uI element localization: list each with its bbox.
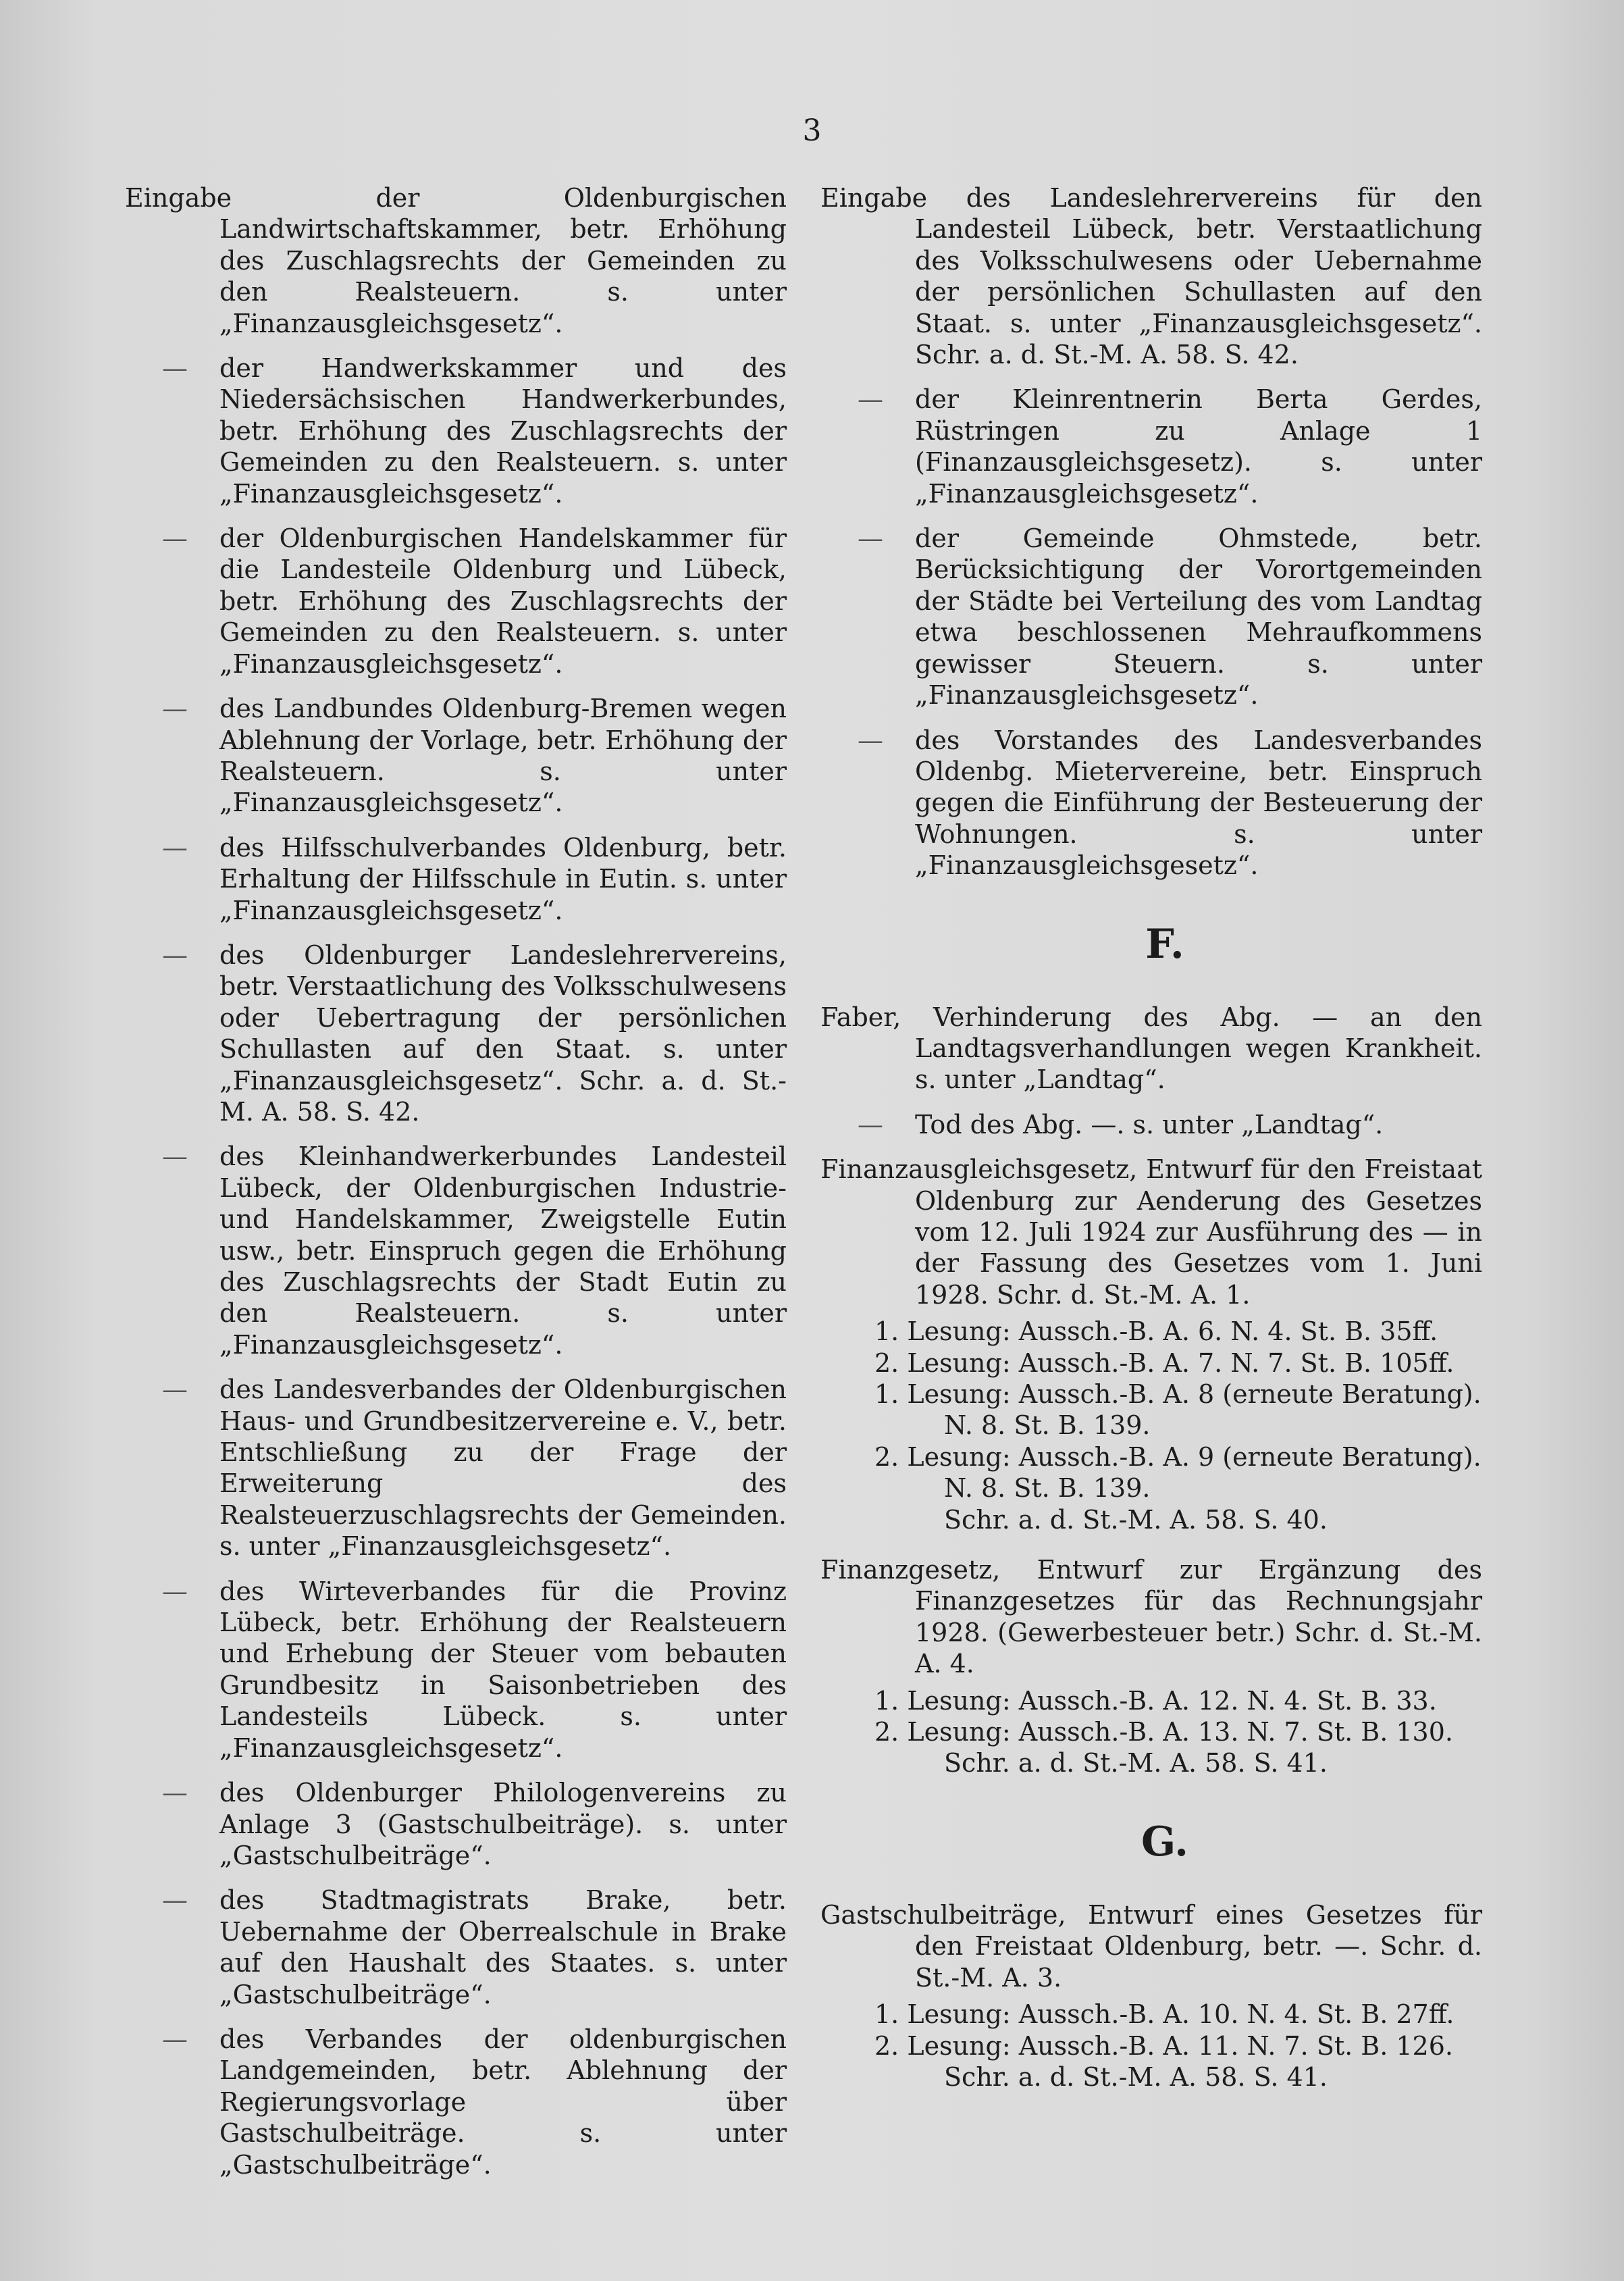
index-entry [820,523,1482,711]
page-number: 3 [802,113,822,148]
entry-text: der Handwerkskammer und des Niedersächsischen Handwerkerbundes, betr. Erhöhung des Zuschlagsrechts der Gemeinden zu den Realsteuern. s. unter „Finanzausgleichsgesetz“. [219,353,787,509]
index-entry [125,2024,787,2180]
entry-text: des Verbandes der oldenburgischen Landgemeinden, betr. Ablehnung der Regierungsvorlage über Gastschulbeiträge. s. unter „Gastschulbeiträge“. [219,2024,787,2180]
index-entry [820,725,1482,881]
entry-text: des Landbundes Oldenburg-Bremen wegen Ablehnung der Vorlage, betr. Erhöhung der Realsteuern. s. unter „Finanzausgleichsgesetz“. [219,694,787,818]
index-entry [125,523,787,680]
continuation-dash: — [162,694,188,724]
index-entry [125,1141,787,1360]
entry-text: Tod des Abg. —. s. unter „Landtag“. [915,1109,1384,1139]
reading-line: 1. Lesung: Aussch.-B. A. 12. N. 4. St. B. 33. [874,1685,1437,1716]
reference-line: Schr. a. d. St.-M. A. 58. S. 40. [944,1504,1328,1535]
reading-line: N. 8. St. B. 139. [944,1473,1151,1504]
continuation-dash: — [858,384,883,415]
continuation-dash: — [162,940,188,970]
continuation-dash: — [162,1375,188,1405]
index-entry [125,1777,787,1871]
entry-text: des Stadtmagistrats Brake, betr. Uebernahme der Oberrealschule in Brake auf den Haushalt des Staates. s. unter „Gastschulbeiträge“. [219,1885,787,2009]
index-entry [125,1576,787,1764]
index-entry [820,182,1482,370]
continuation-dash: — [162,1885,188,1916]
finanzgesetz-entry [820,1554,1482,1779]
reading-line: 2. Lesung: Aussch.-B. A. 13. N. 7. St. B. 130. [874,1717,1453,1747]
index-entry [125,1885,787,2010]
entry-text: des Hilfsschulverbandes Oldenburg, betr. Erhaltung der Hilfsschule in Eutin. s. unter „Finanzausgleichsgesetz“. [219,832,787,925]
continuation-dash: — [162,2024,188,2054]
entry-text: Faber, Verhinderung des Abg. — an den Landtagsverhandlungen wegen Krankheit. s. unter „Landtag“. [820,1002,1482,1095]
right-column [820,182,1482,2111]
continuation-dash: — [162,1778,188,1808]
continuation-dash: — [858,523,883,554]
entry-text: Eingabe der Oldenburgischen Landwirtschaftskammer, betr. Erhöhung des Zuschlagsrechts der Gemeinden zu den Realsteuern. s. unter „Finanzausgleichsgesetz“. [125,183,787,338]
entry-text: der Oldenburgischen Handelskammer für die Landesteile Oldenburg und Lübeck, betr. Erhöhung des Zuschlagsrechts der Gemeinden zu den Realsteuern. s. unter „Finanzausgleichsgesetz“. [219,523,787,679]
left-column [125,182,787,2194]
index-entry [125,940,787,1127]
continuation-dash: — [162,353,188,384]
entry-text: des Landesverbandes der Oldenburgischen Haus- und Grundbesitzervereine e. V., betr. Entschließung zu der Frage der Erweiterung des Realsteuerzuschlagsrechts der Gemeinden. s. unter „Finanzausgleichsgesetz“. [219,1375,787,1562]
reading-line: N. 8. St. B. 139. [944,1410,1151,1441]
entry-text: des Vorstandes des Landesverbandes Oldenbg. Mietervereine, betr. Einspruch gegen die Einführung der Besteuerung der Wohnungen. s. unter „Finanzausgleichsgesetz“. [915,725,1482,881]
reading-line: 2. Lesung: Aussch.-B. A. 11. N. 7. St. B. 126. [874,2030,1453,2061]
index-entry [820,1109,1482,1140]
finanzausgleichsgesetz-entry [820,1154,1482,1535]
index-entry [125,1374,787,1562]
entry-text: des Oldenburger Landeslehrervereins, betr. Verstaatlichung des Volksschulwesens oder Uebertragung der persönlichen Schullasten auf den Staat. s. unter „Finanzausgleichsgesetz“. Schr. a. d. St.-M. A. 58. S. 42. [219,940,787,1127]
continuation-dash: — [858,1109,883,1139]
index-entry [820,1002,1482,1096]
reading-line: 2. Lesung: Aussch.-B. A. 9 (erneute Beratung). [874,1441,1482,1472]
index-entry [820,384,1482,509]
reading-line: 1. Lesung: Aussch.-B. A. 6. N. 4. St. B. 35ff. [874,1316,1438,1347]
continuation-dash: — [162,1142,188,1172]
reading-line: 1. Lesung: Aussch.-B. A. 10. N. 4. St. B. 27ff. [874,1999,1455,2030]
entry-head: Finanzausgleichsgesetz, Entwurf für den Freistaat Oldenburg zur Aenderung des Gesetzes vom 12. Juli 1924 zur Ausführung des — in der Fassung des Gesetzes vom 1. Juni 1928. Schr. d. St.-M. A. 1. [820,1154,1482,1310]
continuation-dash: — [162,523,188,554]
index-entry [125,693,787,819]
index-entry [125,353,787,509]
continuation-dash: — [858,725,883,755]
index-entry [125,832,787,926]
entry-text: Eingabe des Landeslehrervereins für den Landesteil Lübeck, betr. Verstaatlichung des Volksschulwesens oder Uebernahme der persönlichen Schullasten auf den Staat. s. unter „Finanzausgleichsgesetz“. Schr. a. d. St.-M. A. 58. S. 42. [820,183,1482,370]
entry-head: Gastschulbeiträge, Entwurf eines Gesetzes für den Freistaat Oldenburg, betr. —. Schr. d. St.-M. A. 3. [820,1899,1482,1993]
index-entry [125,182,787,339]
entry-text: des Kleinhandwerkerbundes Landesteil Lübeck, der Oldenburgischen Industrie- und Handelskammer, Zweigstelle Eutin usw., betr. Einspruch gegen die Erhöhung des Zuschlagsrechts der Stadt Eutin zu den Realsteuern. s. unter „Finanzausgleichsgesetz“. [219,1142,787,1360]
continuation-dash: — [162,832,188,863]
reading-line: 1. Lesung: Aussch.-B. A. 8 (erneute Beratung). [874,1379,1482,1409]
section-letter-f: F. [1145,920,1184,968]
reference-line: Schr. a. d. St.-M. A. 58. S. 41. [944,1748,1328,1778]
reading-line: 2. Lesung: Aussch.-B. A. 7. N. 7. St. B. 105ff. [874,1348,1455,1378]
entry-text: der Gemeinde Ohmstede, betr. Berücksichtigung der Vorortgemeinden der Städte bei Verteilung des vom Landtag etwa beschlossenen Mehraufkommens gewisser Steuern. s. unter „Finanzausgleichsgesetz“. [915,523,1482,711]
entry-text: des Oldenburger Philologenvereins zu Anlage 3 (Gastschulbeiträge). s. unter „Gastschulbeiträge“. [219,1778,787,1870]
reference-line: Schr. a. d. St.-M. A. 58. S. 41. [944,2061,1328,2092]
entry-head: Finanzgesetz, Entwurf zur Ergänzung des Finanzgesetzes für das Rechnungsjahr 1928. (Gewerbesteuer betr.) Schr. d. St.-M. A. 4. [820,1555,1482,1679]
section-letter-g: G. [1141,1818,1188,1866]
entry-text: der Kleinrentnerin Berta Gerdes, Rüstringen zu Anlage 1 (Finanzausgleichsgesetz). s. unter „Finanzausgleichsgesetz“. [915,384,1482,509]
gastschulbeitraege-entry [820,1899,1482,2093]
entry-text: des Wirteverbandes für die Provinz Lübeck, betr. Erhöhung der Realsteuern und Erhebung der Steuer vom bebauten Grundbesitz in Saisonbetrieben des Landesteils Lübeck. s. unter „Finanzausgleichsgesetz“. [219,1576,787,1763]
continuation-dash: — [162,1576,188,1606]
